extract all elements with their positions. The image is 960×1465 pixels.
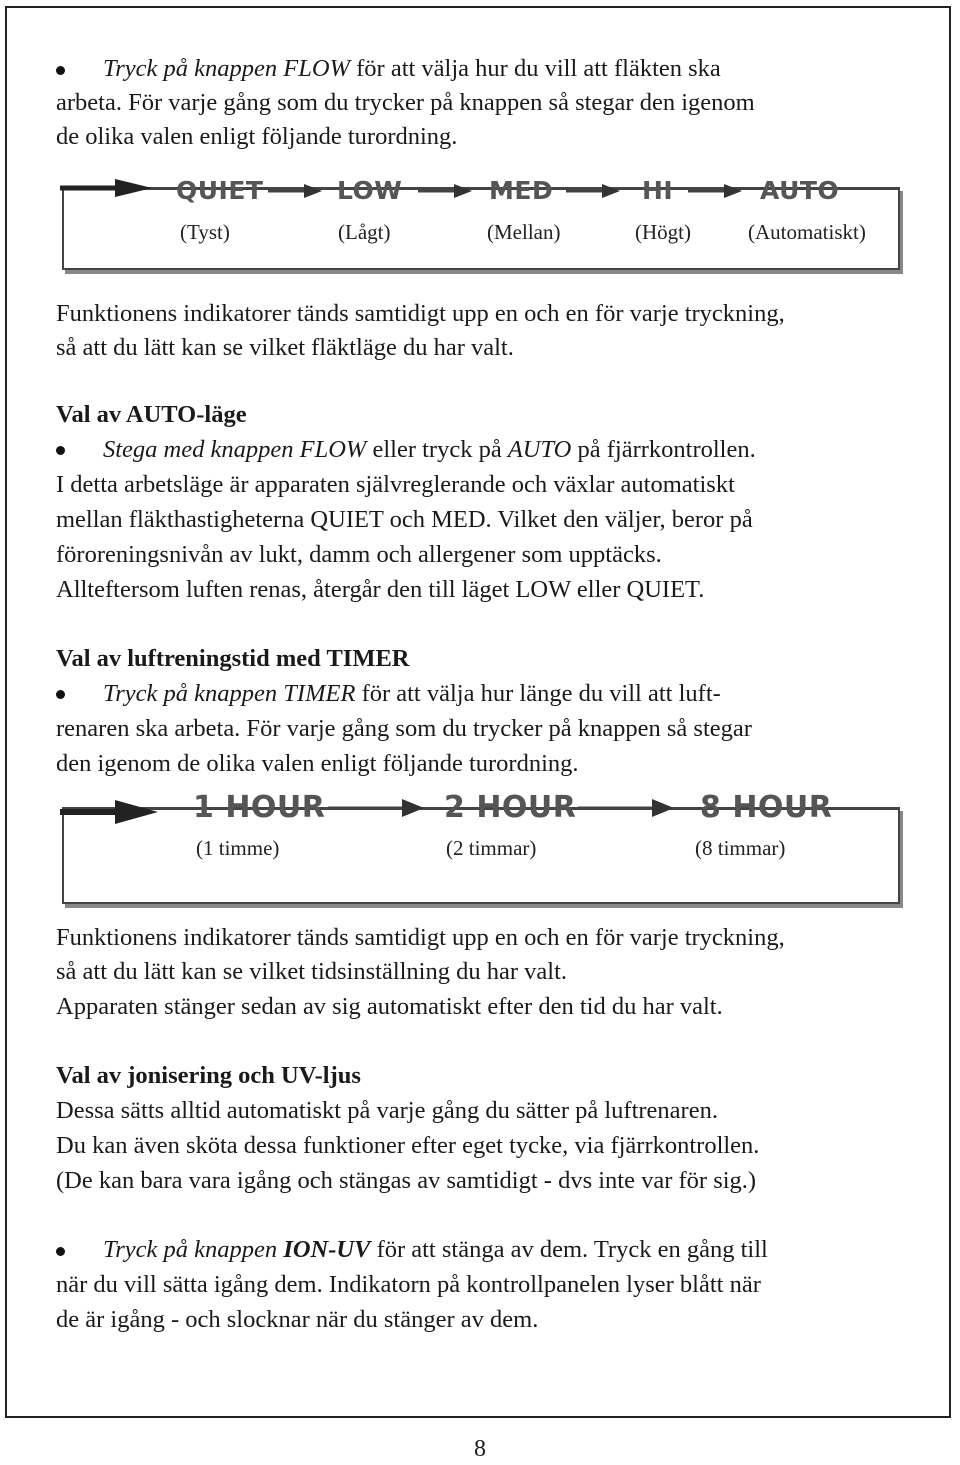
auto-line-2: mellan fläkthastigheterna QUIET och MED. Vilket den väljer, beror på: [56, 506, 753, 533]
ion-line-4: när du vill sätta igång dem. Indikatorn på kontrollpanelen lyser blått när: [56, 1271, 761, 1298]
bullet-dot: [56, 1247, 65, 1256]
auto-line-3: föroreningsnivån av lukt, damm och allergener som upptäcks.: [56, 541, 662, 568]
translation-8-hour: (8 timmar): [695, 836, 786, 860]
timer-bullet-rest: för att välja hur länge du vill att luft-: [355, 680, 721, 707]
auto-line-4: Allteftersom luften renas, återgår den till läget LOW eller QUIET.: [56, 576, 705, 603]
arrow-right-icon: [418, 184, 472, 198]
flow-line-2: arbeta. För varje gång som du trycker på knappen så stegar den igenom: [56, 89, 755, 116]
fan-indicator-line-1: Funktionens indikatorer tänds samtidigt upp en och en för varje tryckning,: [56, 300, 785, 327]
mode-med: MED: [489, 176, 554, 205]
arrow-right-icon: [328, 799, 424, 817]
timer-2-hour: 2 HOUR: [444, 790, 577, 825]
flow-bullet-line: [103, 52, 721, 87]
ion-line-1: Dessa sätts alltid automatiskt på varje gång du sätter på luftrenaren.: [56, 1097, 718, 1124]
ion-bullet-c: för att stänga av dem. Tryck en gång till: [370, 1236, 768, 1263]
timer-indicator-line-3: Apparaten stänger sedan av sig automatiskt efter den tid du har valt.: [56, 993, 723, 1020]
mode-low: LOW: [337, 176, 403, 205]
auto-bullet-c: AUTO: [507, 436, 572, 463]
arrow-right-icon: [578, 799, 674, 817]
auto-bullet-d: på fjärrkontrollen.: [571, 436, 756, 463]
ion-line-5: de är igång - och slocknar när du stänger av dem.: [56, 1306, 539, 1333]
timer-bullet-line: [103, 677, 721, 712]
translation-hi: (Högt): [635, 220, 691, 244]
translation-low: (Lågt): [338, 220, 391, 244]
ion-bullet-b: ION-UV: [283, 1236, 371, 1263]
start-arrow-icon: [60, 178, 155, 198]
translation-1-hour: (1 timme): [196, 836, 280, 860]
ion-bullet-a: Tryck på knappen: [103, 1236, 284, 1263]
timer-indicator-line-1: Funktionens indikatorer tänds samtidigt upp en och en för varje tryckning,: [56, 924, 785, 951]
translation-med: (Mellan): [487, 220, 561, 244]
start-arrow-icon: [60, 799, 160, 825]
flow-bullet-lead: Tryck på knappen FLOW: [103, 55, 350, 82]
mode-auto: AUTO: [760, 176, 840, 205]
timer-line-2: renaren ska arbeta. För varje gång som du trycker på knappen så stegar: [56, 715, 752, 742]
auto-bullet-line: [103, 433, 756, 468]
arrow-right-icon: [268, 184, 322, 198]
auto-heading: Val av AUTO-läge: [56, 401, 247, 428]
arrow-right-icon: [688, 184, 742, 198]
timer-1-hour: 1 HOUR: [193, 790, 326, 825]
ion-bullet-line: [103, 1233, 768, 1268]
auto-bullet-a: Stega med knappen FLOW: [103, 436, 367, 463]
timer-heading: Val av luftreningstid med TIMER: [56, 645, 410, 672]
translation-auto: (Automatiskt): [748, 220, 866, 244]
timer-8-hour: 8 HOUR: [700, 790, 833, 825]
mode-quiet: QUIET: [176, 176, 264, 205]
auto-line-1: I detta arbetsläge är apparaten självreglerande och växlar automatiskt: [56, 471, 735, 498]
arrow-right-icon: [566, 184, 620, 198]
ion-line-2: Du kan även sköta dessa funktioner efter eget tycke, via fjärrkontrollen.: [56, 1132, 760, 1159]
fan-indicator-line-2: så att du lätt kan se vilket fläktläge du har valt.: [56, 334, 514, 361]
timer-bullet-lead: Tryck på knappen TIMER: [103, 680, 356, 707]
ion-heading: Val av jonisering och UV-ljus: [56, 1062, 361, 1089]
ion-line-3: (De kan bara vara igång och stängas av samtidigt - dvs inte var för sig.): [56, 1167, 757, 1194]
flow-line-3: de olika valen enligt följande turordning.: [56, 123, 458, 150]
translation-quiet: (Tyst): [180, 220, 230, 244]
translation-2-hour: (2 timmar): [446, 836, 537, 860]
bullet-dot: [56, 446, 65, 455]
flow-bullet-rest: för att välja hur du vill att fläkten ska: [350, 55, 721, 82]
page-number: 8: [474, 1436, 486, 1462]
timer-indicator-line-2: så att du lätt kan se vilket tidsinställning du har valt.: [56, 958, 568, 985]
mode-hi: HI: [642, 176, 674, 205]
bullet-dot: [56, 66, 65, 75]
timer-line-3: den igenom de olika valen enligt följande turordning.: [56, 750, 579, 777]
bullet-dot: [56, 690, 65, 699]
auto-bullet-b: eller tryck på: [366, 436, 508, 463]
